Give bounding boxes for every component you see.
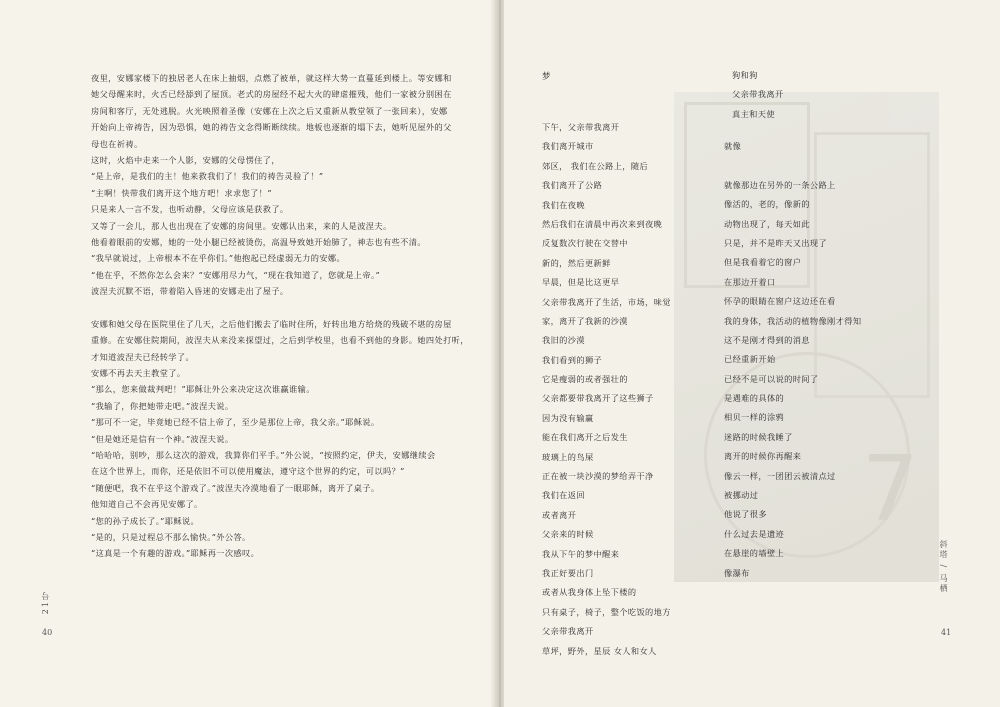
- story-text: [91, 70, 471, 562]
- poem-line: 因为没有输赢: [542, 412, 594, 423]
- right-page-number: 41: [941, 628, 952, 637]
- poem-line: 相贝一样的涂鸦: [724, 412, 785, 423]
- text-line: 又等了一会儿，那人也出现在了安娜的房间里。安娜认出来，来的人是波涅夫。: [91, 220, 392, 231]
- text-line: “是的，只是过程总不那么愉快。”外公答。: [91, 531, 251, 542]
- poem-line: 我们看到的狮子: [542, 354, 603, 365]
- poem-line: 就像那边在另外的一条公路上: [724, 179, 836, 190]
- poem-line: 这不是刚才得到的消息: [724, 334, 810, 345]
- poem-line: 郊区， 我们在公路上，随后: [542, 160, 649, 171]
- text-line: “哈哈哈，别吵，那么这次的游戏，我算你们平手。”外公说，“按照约定，伊夫，安娜继续会: [91, 449, 436, 460]
- text-line: “这真是一个有趣的游戏。”耶稣再一次感叹。: [91, 548, 260, 559]
- poem-line: 真主和天使: [732, 108, 775, 119]
- right-page: [504, 0, 1000, 707]
- poem-line: 父亲带我离开: [732, 89, 784, 100]
- text-line: “但是她还是信有一个神。”波涅夫说。: [91, 433, 234, 444]
- text-line: 他知道自己不会再见安娜了。: [91, 499, 203, 510]
- poem-line: 父亲带我离开: [542, 626, 594, 637]
- poem-line: 它是瘦弱的或者强壮的: [542, 374, 628, 385]
- poem-line: 我们在返回: [542, 490, 585, 501]
- poem-line: 是遇难的具体的: [724, 393, 785, 404]
- poem-right-column-top: [732, 66, 784, 124]
- poem-line: [724, 156, 861, 175]
- poem-line: 家，离开了我新的沙漠: [542, 315, 628, 326]
- text-line: 只是来人一言不发，也听动静，父母应该是获救了。: [91, 204, 289, 215]
- poem-line: 迷路的时候我睡了: [724, 431, 793, 442]
- text-line: 房间和客厅，无处逃脱。火光映照着圣像（安娜在上次之后又重新从教堂领了一张回来），安娜: [91, 105, 448, 116]
- text-line: “我输了，你把她带走吧。”波涅夫说。: [91, 400, 234, 411]
- poem-line: 我们离开了公路: [542, 180, 603, 191]
- poem-line: 反复数次行驶在交替中: [542, 238, 628, 249]
- poem-line: 新的，然后更新鲜: [542, 257, 611, 268]
- poem-line: 在那边开着口: [724, 276, 776, 287]
- text-line: “那么，您来做裁判吧！”耶稣让外公来决定这次谁赢谁输。: [91, 384, 315, 395]
- poem-line: 父亲都要带我离开了这些狮子: [542, 393, 654, 404]
- text-line: 重修。在安娜住院期间，波涅夫从来没来探望过，之后到学校里，也看不到他的身影。她四处打听，: [91, 335, 469, 346]
- left-side-label: 21号: [41, 590, 50, 615]
- text-line: 在这个世界上，而你，还是依旧不可以使用魔法，遵守这个世界的约定，可以吗？”: [91, 466, 405, 477]
- poem-line: 只是，并不是昨天又出现了: [724, 237, 828, 248]
- poem-line: 下午，父亲带我离开: [542, 122, 620, 132]
- background-artwork: 7: [674, 92, 939, 582]
- text-line: 这时，火焰中走来一个人影，安娜的父母愣住了，: [91, 155, 280, 166]
- poem-line: 被挪动过: [724, 490, 759, 501]
- poem-line: 已经重新开始: [724, 354, 776, 365]
- poem-line: 他说了很多: [724, 509, 767, 520]
- text-line: “随便吧，我不在乎这个游戏了。”波涅夫冷漠地看了一眼耶稣，离开了桌子。: [91, 482, 380, 493]
- poem-line: 离开的时候你再醒来: [724, 451, 802, 462]
- text-line: “是上帝，是我们的主！他来救我们了！我们的祷告灵验了！”: [91, 171, 324, 182]
- text-line: “我早就说过，上帝根本不在乎你们。”他抱起已经虚弱无力的安娜。: [91, 253, 346, 264]
- poem-line: 就像: [724, 141, 742, 151]
- poem-line: 在悬崖的墙壁上: [724, 548, 785, 559]
- poem-line: 我旧的沙漠: [542, 335, 585, 346]
- poem-line: 玻璃上的鸟屎: [542, 451, 594, 462]
- text-line: “主啊！快带我们离开这个地方吧！求求您了！”: [91, 187, 272, 198]
- poem-line: 狗和狗: [732, 70, 758, 80]
- text-line: “他在乎，不然你怎么会来？”安娜用尽力气，“现在我知道了，您就是上帝。”: [91, 269, 381, 280]
- poem-line: 然后我们在清晨中再次来到夜晚: [542, 218, 663, 229]
- text-line: 她父母醒来时，火舌已经舔到了屋顶。老式的房屋经不起大火的肆虐摧残，他们一家被分别困在: [91, 89, 452, 100]
- poem-left-column: [542, 118, 671, 661]
- left-page: [0, 0, 496, 707]
- text-line: 开始向上帝祷告，因为恐惧，她的祷告文念得断断续续。地板也逐渐的塌下去，她听见屋外的父: [91, 122, 452, 133]
- poem-line: 我的身体，我活动的植物像刚才得知: [724, 315, 862, 326]
- text-line: 他看着眼前的安娜，她的一处小腿已经被烫伤，高温导致她开始肺了，神志也有些不清。: [91, 237, 426, 248]
- poem-line: 已经不是可以说的时间了: [724, 373, 819, 384]
- poem-line: 我从下午的梦中醒来: [542, 548, 620, 559]
- text-line: 波涅夫沉默不语，带着陷入昏迷的安娜走出了屋子。: [91, 286, 289, 297]
- poem-line: 怀孕的眼睛在窗户这边还在看: [724, 296, 836, 307]
- text-line: 夜里，安娜家楼下的独居老人在床上抽烟，点燃了被单，就这样大势一直蔓延到楼上。等安娜和: [91, 73, 452, 83]
- right-side-label: 斜塔 / 马栖: [939, 540, 948, 594]
- text-line: “您的孙子成长了。”耶稣说。: [91, 515, 200, 526]
- poem-line: 草坪，野外，星辰 女人和女人: [542, 645, 657, 656]
- text-line: 安娜和她父母在医院里住了几天，之后他们搬去了临时住所，好转出地方给烧的残破不堪的房屋: [91, 318, 452, 329]
- poem-line: 或者从我身体上坠下楼的: [542, 587, 637, 598]
- poem-line: 正在被一块沙漠的梦给弄干净: [542, 471, 654, 482]
- poem-line: 早晨，但是比这更早: [542, 277, 620, 288]
- poem-line: 像瀑布: [724, 567, 750, 578]
- poem-line: 什么过去是遗迹: [724, 528, 785, 539]
- poem-line: 父亲来的时候: [542, 529, 594, 540]
- poem-line: 我们离开城市: [542, 141, 594, 152]
- poem-line: 但是我看着它的窗户: [724, 257, 802, 268]
- poem-right-column: [724, 137, 861, 583]
- poem-line: 或者离开: [542, 509, 577, 520]
- poem-line: 只有桌子，椅子，整个吃饭的地方: [542, 606, 671, 617]
- poem-line: 我们在夜晚: [542, 199, 585, 210]
- text-line: 安娜不再去天主教堂了。: [91, 367, 186, 378]
- poem-line: 动物出现了，每天如此: [724, 218, 810, 229]
- poem-line: 父亲带我离开了生活，市场，味觉: [542, 296, 671, 307]
- text-line: “那可不一定，毕竟她已经不信上帝了，至少是那位上帝，我父亲。”耶稣说。: [91, 417, 380, 428]
- poem-line: 我正好要出门: [542, 567, 594, 578]
- text-line: 才知道波涅夫已经转学了。: [91, 351, 195, 362]
- poem-title: 梦: [542, 72, 551, 82]
- text-line: [91, 300, 471, 316]
- poem-line: 像云一样，一团团云被清点过: [724, 470, 836, 481]
- left-page-number: 40: [42, 628, 53, 637]
- poem-line: 像活的，老的，像新的: [724, 199, 810, 210]
- text-line: 母也在祈祷。: [91, 138, 143, 149]
- poem-line: 能在我们离开之后发生: [542, 432, 628, 443]
